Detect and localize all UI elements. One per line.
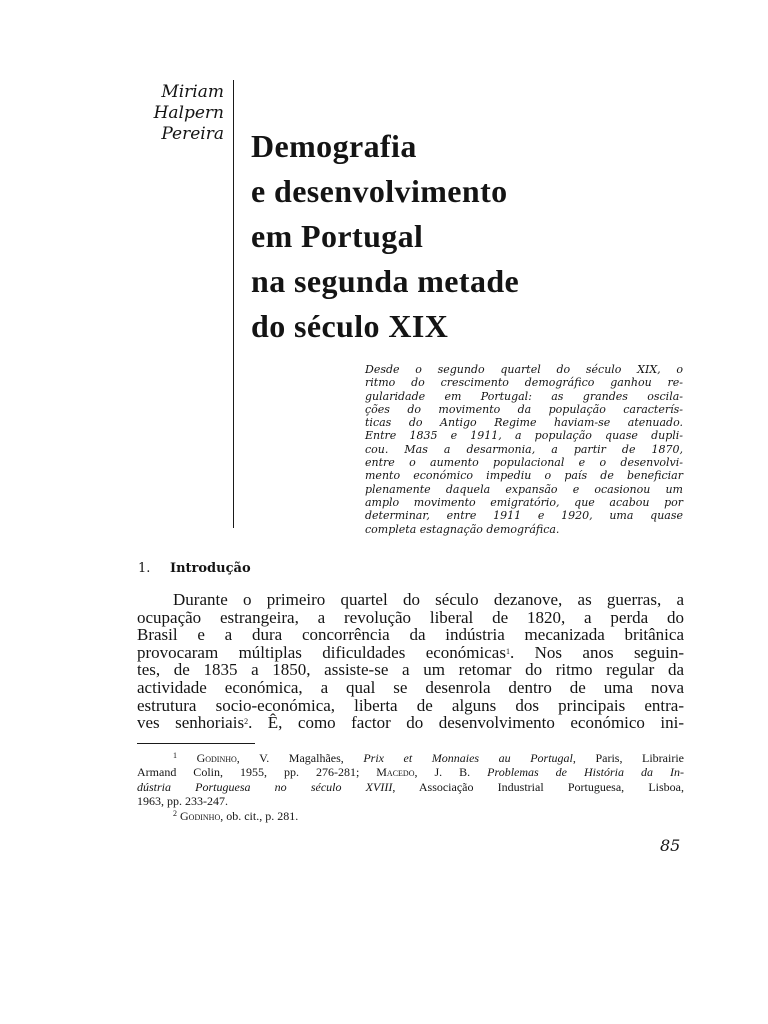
footnote-author: Godinho	[180, 808, 221, 823]
footnote-line	[137, 751, 684, 765]
footnote-ref: 2	[244, 717, 249, 727]
footnote-line	[137, 780, 684, 794]
body-line-text: ves senhoriais	[137, 713, 245, 733]
title-line: do século XIX	[251, 308, 449, 344]
abstract-line: plenamente daquela expansão e ocasionou um	[365, 482, 683, 496]
abstract-line: gularidade em Portugal: as grandes oscila-	[365, 389, 683, 403]
abstract-line: cou. Mas a desarmonia, a partir de 1870,	[365, 442, 683, 456]
abstract-line: completa estagnação demográfica.	[365, 522, 560, 536]
body-line	[137, 591, 684, 609]
abstract-line: ticas do Antigo Regime haviam-se atenuado.	[365, 416, 683, 430]
body-line: Brasil e a dura concorrência da indústria mecanizada britânica	[137, 625, 684, 645]
body-line-text: . Ê, como factor do desenvolvimento económico ini-	[248, 713, 685, 733]
body-line: actividade económica, a qual se desenrola dentro de uma nova	[137, 677, 684, 697]
abstract-line: determinar, entre 1911 e 1920, uma quase	[365, 509, 683, 523]
footnote-ref: 1	[505, 646, 510, 656]
page-number: 85	[660, 836, 681, 855]
footnote-line	[137, 809, 684, 823]
abstract-line: amplo movimento emigratório, que acabou por	[365, 495, 683, 509]
body-line	[137, 714, 684, 732]
abstract-line: ções do movimento da população caracterís-	[365, 402, 683, 416]
abstract-line: Desde o segundo quartel do século XIX, o	[365, 363, 683, 376]
footnote-author: Macedo	[376, 765, 415, 780]
footnote-text: , ob. cit., p. 281.	[220, 808, 299, 823]
abstract-line: entre o aumento populacional e o desenvolvi-	[365, 456, 683, 470]
abstract-line: mento económico impediu o país de beneficiar	[365, 469, 683, 483]
body-line-text: Durante o primeiro quartel do século dezanove, as guerras, a	[173, 590, 684, 609]
author-line: Halpern	[153, 103, 224, 123]
body-line-text: provocaram múltiplas dificuldades económicas	[137, 642, 506, 662]
title-line: na segunda metade	[251, 263, 520, 299]
body-text	[137, 591, 684, 732]
body-line: tes, de 1835 a 1850, assiste-se a um retomar do ritmo regular da	[137, 660, 684, 680]
footnote-text: , Paris, Librairie	[572, 751, 684, 765]
footnote-text: Armand Colin, 1955, pp. 276-281;	[137, 765, 377, 780]
section-title: Introdução	[170, 561, 251, 576]
abstract-line: ritmo do crescimento demográfico ganhou re-	[365, 376, 683, 390]
footnote-work-title: dústria Portuguesa no século XVIII	[137, 779, 393, 794]
section-number: 1.	[138, 561, 151, 576]
footnote-mark: 2	[173, 808, 177, 818]
section-heading	[138, 561, 251, 576]
vertical-rule	[233, 80, 234, 528]
body-line-text: . Nos anos seguin-	[509, 642, 684, 662]
footnote-author: Godinho	[196, 751, 237, 765]
footnote-work-title: Problemas de História da In-	[487, 765, 684, 780]
title-line: em Portugal	[251, 218, 424, 254]
title-line: e desenvolvimento	[251, 173, 508, 209]
author-name	[120, 82, 224, 145]
body-line: estrutura socio-económica, liberta de alguns dos principais entra-	[137, 695, 684, 715]
author-line: Miriam	[161, 82, 224, 102]
abstract	[365, 363, 683, 536]
footnote-text: , J. B.	[414, 765, 488, 780]
body-line: ocupação estrangeira, a revolução liberal de 1820, a perda do	[137, 607, 684, 627]
footnote-mark: 1	[173, 751, 177, 760]
footnote-text: , V. Magalhães,	[236, 751, 364, 765]
footnote-text: , Associação Industrial Portuguesa, Lisboa,	[392, 779, 684, 794]
footnotes	[137, 751, 684, 823]
footnote-rule	[137, 743, 255, 744]
footnote-work-title: Prix et Monnaies au Portugal	[363, 751, 573, 765]
body-line	[137, 644, 684, 662]
title-line: Demografia	[251, 128, 417, 164]
footnote-line	[137, 765, 684, 779]
article-title	[251, 124, 711, 349]
footnote-line: 1963, pp. 233-247.	[137, 794, 228, 809]
abstract-line: Entre 1835 e 1911, a população quase dupli-	[365, 429, 683, 443]
author-line: Pereira	[161, 124, 224, 144]
